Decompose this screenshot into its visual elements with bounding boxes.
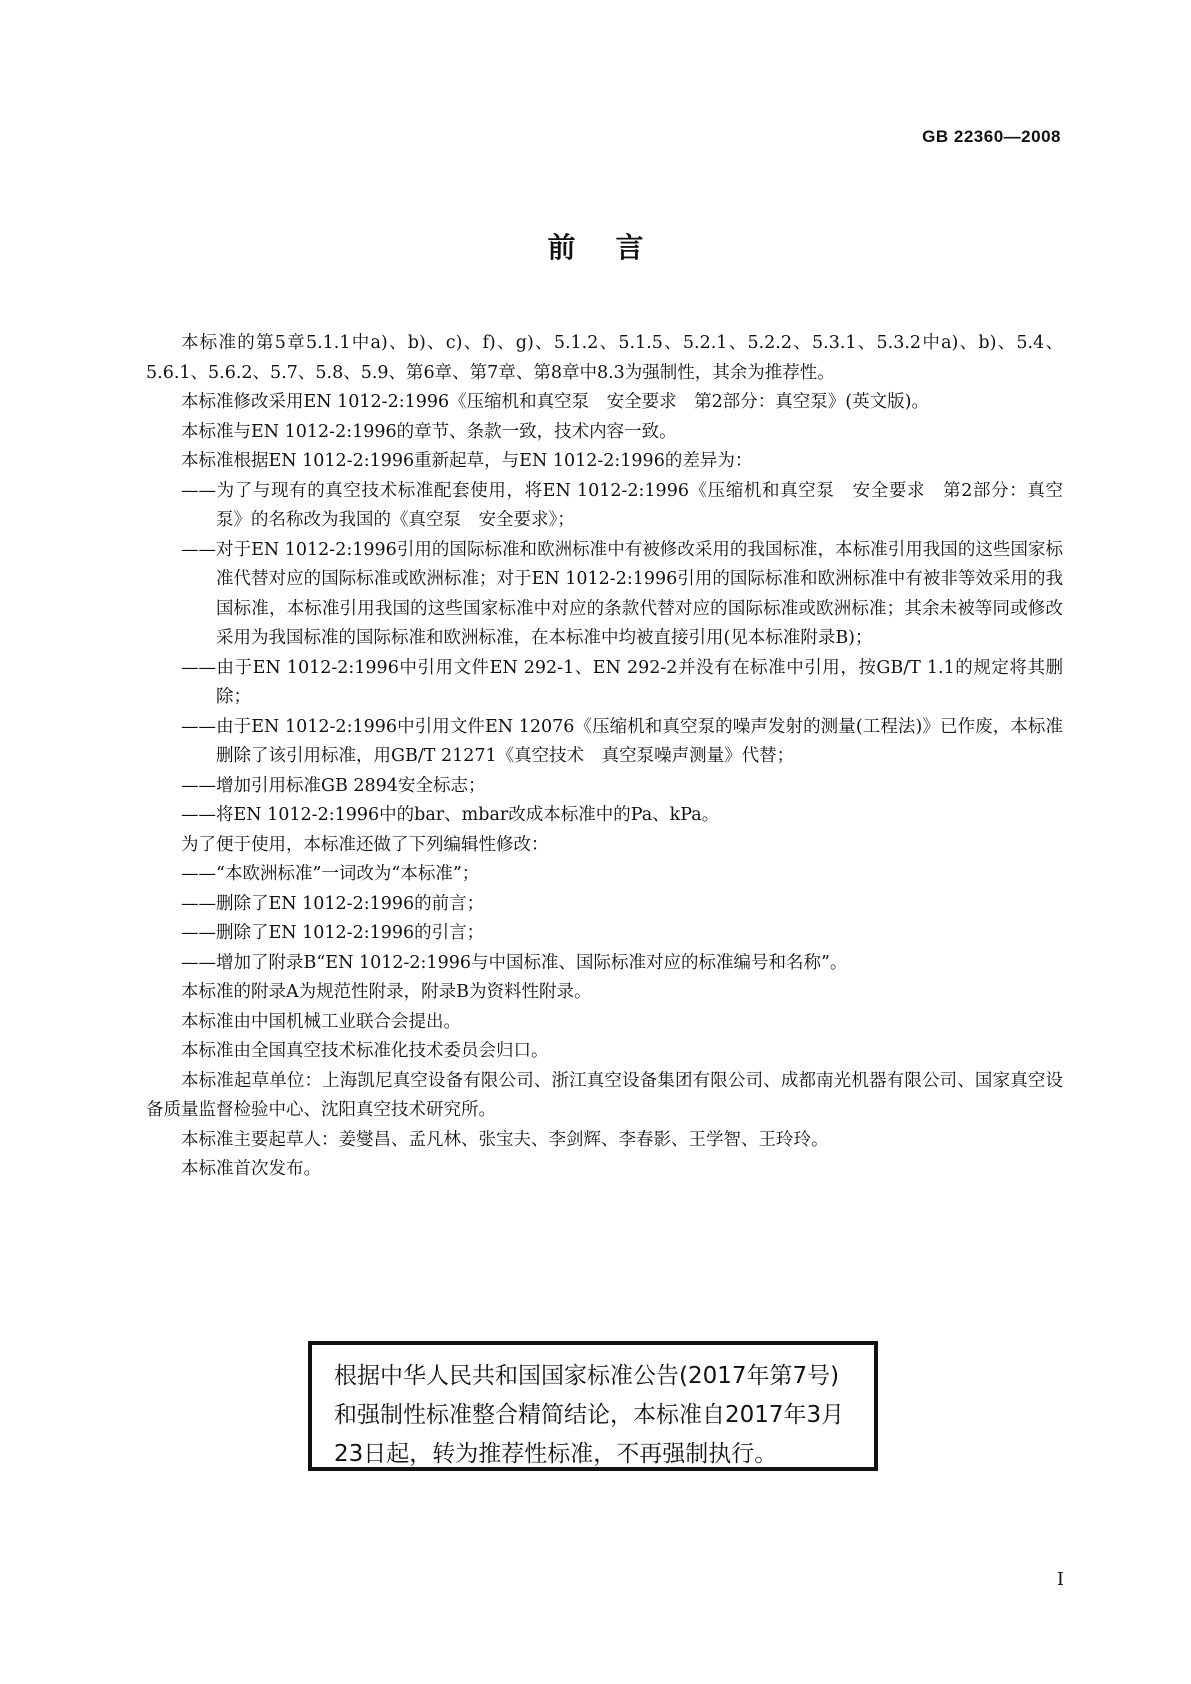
editorial-item-foreword: ——删除了EN 1012-2:1996的前言； bbox=[181, 893, 485, 914]
paragraph-annexes: 本标准的附录A为规范性附录，附录B为资料性附录。 bbox=[181, 982, 592, 1002]
paragraph-mandatory-clauses: 本标准的第5章5.1.1中a)、b)、c)、f)、g)、5.1.2、5.1.5、5.2.1、5.2.2、5.3.1、5.3.2中a)、b)、5.4、5.6.1、5.6.2、5.7、5.8、5.9、第6章、第7章、第8章中8.3为强制性，其余为推荐性。 bbox=[146, 333, 1063, 383]
paragraph-drafters: 本标准主要起草人：姜燮昌、孟凡林、张宝夫、李剑辉、李春影、王学智、王玲玲。 bbox=[181, 1129, 829, 1150]
difference-item-en12076: ——由于EN 1012-2:1996中引用文件EN 12076《压缩机和真空泵的噪声发射的测量(工程法)》已作废，本标准删除了该引用标准，用GB/T 21271《真空技术 真空泵噪声测量》代替； bbox=[181, 716, 1063, 766]
notice-box bbox=[308, 1341, 878, 1471]
difference-item-references: ——对于EN 1012-2:1996引用的国际标准和欧洲标准中有被修改采用的我国标准，本标准引用我国的这些国家标准代替对应的国际标准或欧洲标准；对于EN 1012-2:1996引用的国际标准和欧洲标准中有被非等效采用的我国标准，本标准引用我国的这些国家标准中对应的条款代替对应的国际标准或欧洲标准；其余未被等同或修改采用为我国标准的国际标准和欧洲标准，在本标准中均被直接引用(见本标准附录B)； bbox=[181, 539, 1063, 648]
standard-number: GB 22360—2008 bbox=[922, 127, 1061, 146]
notice-text: 根据中华人民共和国国家标准公告(2017年第7号)和强制性标准整合精简结论，本标准自2017年3月23日起，转为推荐性标准，不再强制执行。 bbox=[334, 1363, 845, 1467]
difference-item-units: ——将EN 1012-2:1996中的bar、mbar改成本标准中的Pa、kPa。 bbox=[181, 805, 720, 825]
paragraph-editorial-intro: 为了便于使用，本标准还做了下列编辑性修改： bbox=[181, 834, 549, 855]
editorial-item-wording: ——“本欧洲标准”一词改为“本标准”； bbox=[181, 864, 480, 884]
difference-item-en292: ——由于EN 1012-2:1996中引用文件EN 292-1、EN 292-2并没有在标准中引用，按GB/T 1.1的规定将其删除； bbox=[181, 657, 1063, 707]
page-number: I bbox=[1056, 1569, 1064, 1590]
page-title: 前言 bbox=[547, 231, 684, 264]
paragraph-first-release: 本标准首次发布。 bbox=[181, 1159, 321, 1179]
paragraph-committee: 本标准由全国真空技术标准化技术委员会归口。 bbox=[181, 1041, 549, 1061]
paragraph-consistency: 本标准与EN 1012-2:1996的章节、条款一致，技术内容一致。 bbox=[181, 421, 677, 442]
editorial-item-introduction: ——删除了EN 1012-2:1996的引言； bbox=[181, 923, 485, 943]
paragraph-drafting-units: 本标准起草单位：上海凯尼真空设备有限公司、浙江真空设备集团有限公司、成都南光机器有限公司、国家真空设备质量监督检验中心、沈阳真空技术研究所。 bbox=[146, 1070, 1063, 1120]
difference-item-title: ——为了与现有的真空技术标准配套使用，将EN 1012-2:1996《压缩机和真空泵 安全要求 第2部分：真空泵》的名称改为我国的《真空泵 安全要求》； bbox=[181, 480, 1063, 530]
editorial-item-annex-b: ——增加了附录B“EN 1012-2:1996与中国标准、国际标准对应的标准编号和名称”。 bbox=[181, 952, 848, 973]
foreword-body bbox=[146, 329, 1063, 1185]
paragraph-proposer: 本标准由中国机械工业联合会提出。 bbox=[181, 1011, 461, 1032]
paragraph-adoption: 本标准修改采用EN 1012-2:1996《压缩机和真空泵 安全要求 第2部分：真空泵》(英文版)。 bbox=[181, 392, 929, 412]
paragraph-differences-intro: 本标准根据EN 1012-2:1996重新起草，与EN 1012-2:1996的差异为： bbox=[181, 451, 753, 471]
difference-item-gb2894: ——增加引用标准GB 2894安全标志； bbox=[181, 775, 486, 796]
